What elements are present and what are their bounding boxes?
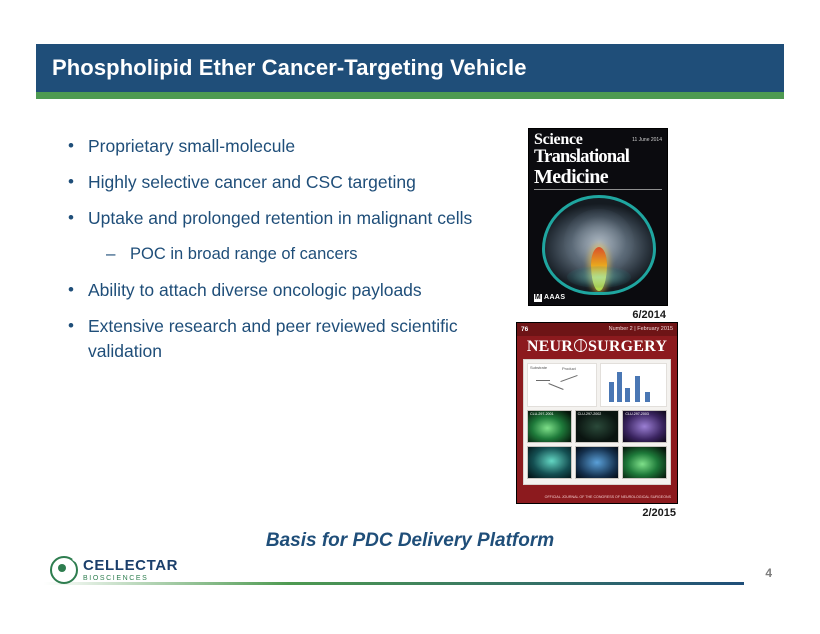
signal-glow (567, 266, 631, 288)
title-accent-rule (36, 92, 784, 99)
list-item (62, 314, 482, 364)
bullet-text: Ability to attach diverse oncologic payloads (88, 280, 422, 300)
list-item (62, 134, 482, 159)
graph-bar (617, 372, 622, 402)
microscopy-image (622, 446, 667, 479)
journal-cover-science-translational-medicine (528, 128, 668, 321)
microscopy-image (527, 410, 572, 443)
globe-icon (574, 339, 587, 352)
bullet-text: POC in broad range of cancers (130, 245, 358, 263)
list-item-sub (62, 242, 482, 267)
ns-figure-row-bottom (527, 446, 667, 479)
bullet-text: Highly selective cancer and CSC targeting (88, 172, 416, 192)
stm-masthead-science: Science (534, 131, 583, 148)
microscopy-image (527, 446, 572, 479)
list-item (62, 278, 482, 303)
figure-label: CLU-297-2003 (625, 412, 649, 416)
bullet-text: Extensive research and peer reviewed scientific validation (88, 316, 458, 361)
microscopy-image (575, 410, 620, 443)
chemical-structure-figure (527, 363, 597, 407)
list-item (62, 170, 482, 195)
company-logo (50, 556, 178, 584)
figure-label: CLU-297-2002 (577, 412, 602, 416)
journal-cover-neurosurgery (516, 322, 678, 519)
spectrum-graph-figure (600, 363, 667, 407)
bullet-marker: • (68, 172, 74, 191)
bullet-list (62, 134, 482, 375)
brain-mri-image (542, 195, 656, 295)
bullet-marker: • (68, 280, 74, 299)
graph-bar (635, 376, 640, 402)
bullet-marker: • (68, 136, 74, 155)
graph-bar (645, 392, 650, 402)
bond-line (548, 383, 563, 390)
figure-label: Product (562, 366, 576, 371)
ns-figure-row-middle (527, 410, 667, 443)
aaas-logo-mark: M (534, 294, 542, 301)
page-number: 4 (765, 566, 772, 580)
stm-publisher (534, 294, 565, 302)
slide-title-bar (36, 44, 784, 92)
ns-figure-panel (523, 359, 671, 485)
ns-topstrip (517, 323, 677, 336)
ns-volume: 76 (521, 326, 529, 333)
stm-divider (534, 189, 662, 190)
bullet-text: Proprietary small-molecule (88, 136, 296, 156)
microscopy-image (575, 446, 620, 479)
bullet-marker: • (68, 208, 74, 227)
page-title: Phospholipid Ether Cancer-Targeting Vehicle (52, 55, 527, 80)
figure-label: Substrate (530, 365, 548, 370)
bond-line (536, 380, 550, 381)
ns-footer-note: OFFICIAL JOURNAL OF THE CONGRESS OF NEUROLOGICAL SURGEONS (544, 495, 671, 499)
cover-image-stm (528, 128, 668, 306)
logo-text (83, 558, 178, 582)
cellectar-logo-icon (50, 556, 78, 584)
figure-label: CLU-297-2001 (530, 412, 554, 416)
microscopy-image (622, 410, 667, 443)
cover-caption-neurosurgery: 2/2015 (642, 507, 676, 519)
stm-masthead-translational: Translational (534, 147, 630, 167)
ns-issue-line: Number 2 | February 2015 (608, 326, 673, 332)
aaas-label: AAAS (544, 294, 566, 301)
logo-company-name: CELLECTAR (83, 557, 179, 574)
bullet-marker-dash: – (106, 244, 116, 263)
logo-company-sub: BIOSCIENCES (83, 575, 149, 582)
cover-caption-stm: 6/2014 (632, 309, 666, 321)
list-item (62, 206, 482, 231)
ns-masthead: NEUR SURGERY (526, 338, 668, 355)
cover-image-neurosurgery (516, 322, 678, 504)
graph-bar (625, 388, 630, 402)
graph-bar (609, 382, 614, 402)
bullet-text: Uptake and prolonged retention in malignant cells (88, 208, 473, 228)
ns-figure-row-top (527, 363, 667, 407)
bullet-marker: • (68, 316, 74, 335)
bond-line (560, 375, 577, 382)
stm-masthead-medicine: Medicine (534, 166, 609, 188)
stm-issue-date: 11 June 2014 (632, 137, 662, 143)
slide-tagline: Basis for PDC Delivery Platform (265, 530, 555, 551)
